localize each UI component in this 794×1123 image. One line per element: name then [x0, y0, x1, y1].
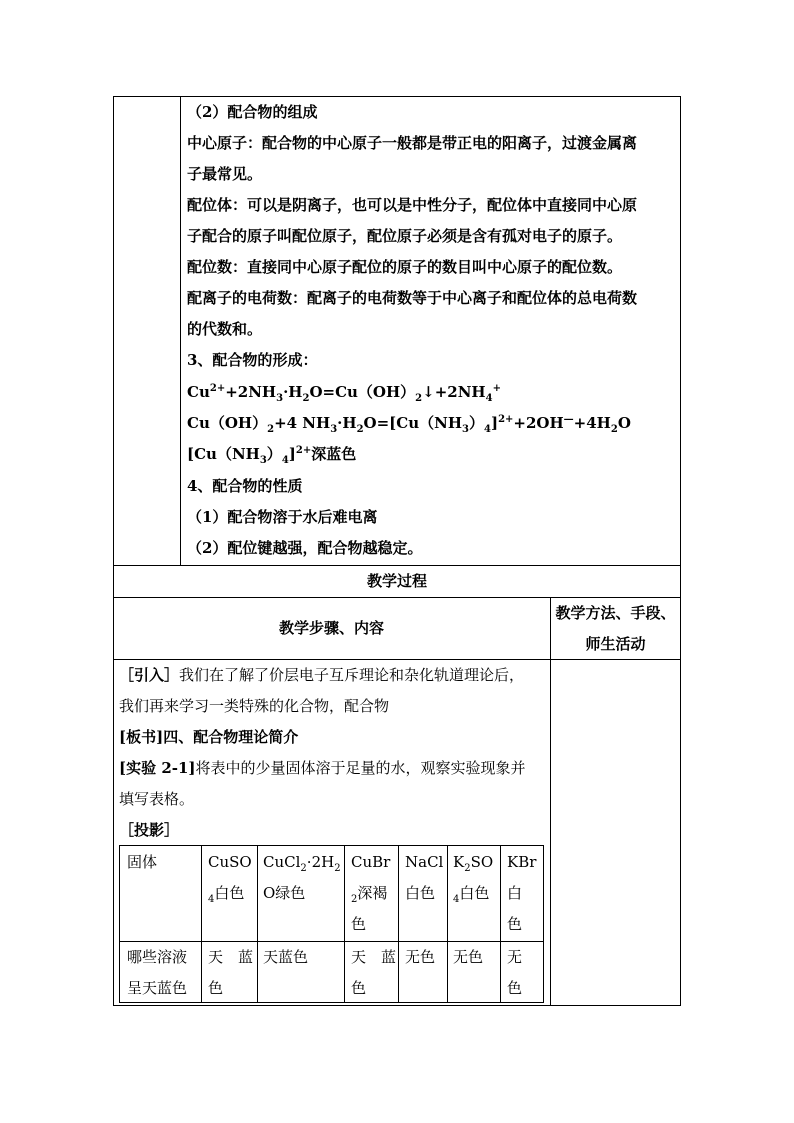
- equation-2: $Cu(OH)_2+4$ $NH_3\cdot H_2O=[Cu(NH_3)_4]^{2+}+2OH^—+4H_2O$: [187, 414, 631, 435]
- inner-col-line-5: [447, 845, 448, 1003]
- center-atom-line-1: 中心原子：配合物的中心原子一般都是带正电的阳离子，过渡金属离: [187, 134, 638, 152]
- inner-col-line-2: [257, 845, 258, 1003]
- experiment-tag: [实验 2-1]: [119, 759, 196, 777]
- property-2: （2）配位键越强，配合物越稳定。: [187, 539, 423, 557]
- ligand-line-2: 子配合的原子叫配位原子，配位原子必须是含有孤对电子的原子。: [187, 227, 623, 245]
- inner-col-line-4: [398, 845, 399, 1003]
- cell-solid-label: 固体: [127, 853, 158, 871]
- center-atom-line-2: 子最常见。: [187, 165, 263, 183]
- cell-r2-cubr2-line-2: 色: [351, 979, 367, 997]
- cell-cubr2-line-1: CuBr: [351, 853, 391, 871]
- cell-nacl-line-1: NaCl: [405, 853, 444, 871]
- cell-r2-kbr-line-2: 色: [507, 979, 523, 997]
- methods-header-line-1: 教学方法、手段、: [555, 604, 676, 622]
- cell-question-line-2: 呈天蓝色: [127, 979, 188, 997]
- inner-col-line-3: [344, 845, 345, 1003]
- projection-tag: ［投影］: [119, 821, 180, 839]
- cell-k2so4-line-1: $K_2SO$: [453, 853, 494, 874]
- intro-line-1: ［引入］我们在了解了价层电子互斥理论和杂化轨道理论后，: [119, 666, 525, 684]
- cell-question-line-1: 哪些溶液: [127, 948, 188, 966]
- cell-r2-cuso4-line-2: 色: [208, 979, 224, 997]
- process-title: 教学过程: [366, 572, 427, 590]
- cell-cucl2-line-1: $CuCl_2\cdot 2H_2$: [263, 853, 341, 874]
- cell-nacl-line-2: 白色: [405, 884, 436, 902]
- methods-header-line-2: 师生活动: [585, 635, 646, 653]
- coordination-number: 配位数：直接同中心原子配位的原子的数目叫中心原子的配位数。: [187, 258, 623, 276]
- equation-1: $Cu^{2+}+2NH_3\cdot H_2O=Cu(OH)_2↓+2NH_4^+$: [187, 383, 501, 404]
- intro-tag: ［引入］: [119, 666, 180, 684]
- cell-r2-cubr2-line-1: 天 蓝: [351, 948, 397, 966]
- ligand-line-1: 配位体：可以是阴离子，也可以是中性分子，配位体中直接同中心原: [187, 196, 638, 214]
- experiment-line-2: 填写表格。: [119, 790, 195, 808]
- properties-heading: 4、配合物的性质: [187, 477, 303, 495]
- charge-line-1: 配离子的电荷数：配离子的电荷数等于中心离子和配位体的总电荷数: [187, 289, 638, 307]
- cell-r2-k2so4: 无色: [453, 948, 484, 966]
- top-divider: [180, 96, 181, 566]
- board-note: [板书]四、配合物理论简介: [119, 728, 299, 746]
- charge-line-2: 的代数和。: [187, 320, 263, 338]
- cell-k2so4-line-2: $_4$白色: [453, 884, 490, 905]
- cell-r2-kbr-line-1: 无: [507, 948, 523, 966]
- cell-r2-cuso4-line-1: 天 蓝: [208, 948, 254, 966]
- cell-kbr-line-2: 白: [507, 884, 523, 902]
- cell-cubr2-line-2: $_2$深褐: [351, 884, 388, 905]
- cell-cubr2-line-3: 色: [351, 915, 367, 933]
- inner-col-line-6: [500, 845, 501, 1003]
- cell-cucl2-line-2: O绿色: [263, 884, 306, 902]
- cell-cuso4-line-1: CuSO: [208, 853, 252, 871]
- cell-kbr-line-1: KBr: [507, 853, 537, 871]
- property-1: （1）配合物溶于水后难电离: [187, 508, 378, 526]
- cell-r2-cucl2: 天蓝色: [263, 948, 309, 966]
- cell-r2-nacl: 无色: [405, 948, 436, 966]
- experiment-line-1: [实验 2-1]将表中的少量固体溶于足量的水，观察实验现象并: [119, 759, 526, 777]
- cell-kbr-line-3: 色: [507, 915, 523, 933]
- formation-heading: 3、配合物的形成：: [187, 351, 318, 369]
- equation-3: $[Cu(NH_3)_4]^{2+}$深蓝色: [187, 445, 357, 466]
- cell-cuso4-line-2: $_4$白色: [208, 884, 245, 905]
- intro-line-2: 我们再来学习一类特殊的化合物，配合物: [119, 697, 390, 715]
- composition-heading: （2）配合物的组成: [187, 103, 318, 121]
- inner-col-line-1: [201, 845, 202, 1003]
- steps-header: 教学步骤、内容: [278, 619, 384, 637]
